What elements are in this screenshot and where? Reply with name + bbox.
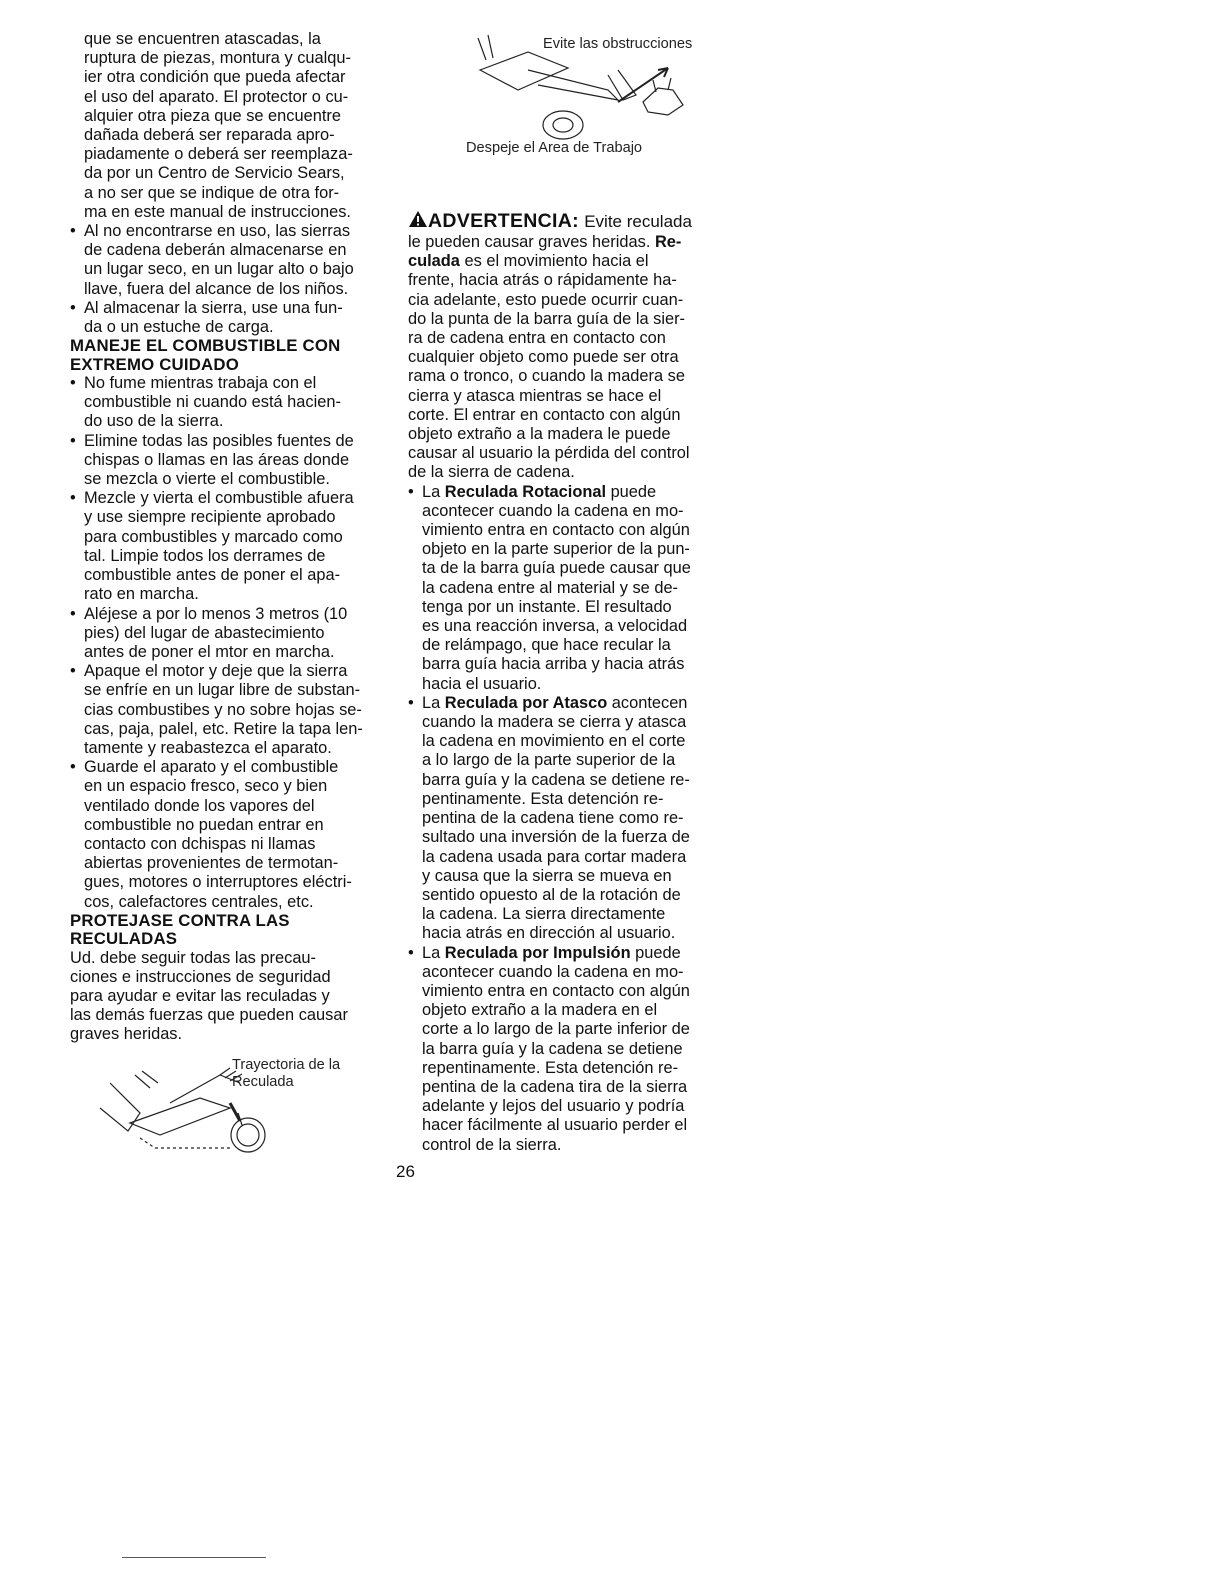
text-line: para combustibles y marcado como <box>84 527 343 546</box>
list-item <box>70 605 390 663</box>
work-area-figure <box>408 30 738 170</box>
text-line: la cadena en movimiento en el corte <box>422 732 686 751</box>
text-line: • Mezcle y vierta el combustible afuera <box>84 489 354 508</box>
text-line: • No fume mientras trabaja con el <box>84 374 317 393</box>
list-item <box>70 374 390 432</box>
heading-line: RECULADAS <box>70 929 178 949</box>
list-item <box>408 483 738 694</box>
text-line: de relámpago, que hace recular la <box>422 636 671 655</box>
list-item <box>70 299 390 337</box>
text-line: corte. El entrar en contacto con algún <box>408 405 681 424</box>
text-line: cuando la madera se cierra y atasca <box>422 713 687 732</box>
heading-line: EXTREMO CUIDADO <box>70 354 239 374</box>
text-line: antes de poner el mtor en marcha. <box>84 642 335 661</box>
text-line: vimiento entra en contacto con algún <box>422 521 690 540</box>
text-line: acontecer cuando la cadena en mo- <box>422 962 684 981</box>
text-line: ventilado donde los vapores del <box>84 796 315 815</box>
text-line: tenga por un instante. El resultado <box>422 597 672 616</box>
text-line: la cadena entre al material y se de- <box>422 578 679 597</box>
left-column <box>70 30 390 1173</box>
text-line: combustible ni cuando está hacien- <box>84 393 341 412</box>
text-line: cia adelante, esto puede ocurrir cuan- <box>408 290 684 309</box>
text-line: • Al no encontrarse en uso, las sierras <box>84 222 351 241</box>
heading-line: MANEJE EL COMBUSTIBLE CON <box>70 336 341 356</box>
text-line: ruptura de piezas, montura y cualqu- <box>84 49 351 68</box>
text-line: abiertas provenientes de termotan- <box>84 854 339 873</box>
text-line: frente, hacia atrás o rápidamente ha- <box>408 271 677 290</box>
text-line: barra guía y la cadena se detiene re- <box>422 770 690 789</box>
text-line: • Aléjese a por lo menos 3 metros (10 <box>84 604 348 623</box>
text-line: pentina de la cadena tira de la sierra <box>422 1077 688 1096</box>
text-line: le pueden causar graves heridas. Re- <box>408 233 682 251</box>
warning-triangle-icon <box>408 210 428 228</box>
heading-line: PROTEJASE CONTRA LAS <box>70 910 290 930</box>
text-line: a lo largo de la parte superior de la <box>422 751 676 770</box>
text-line: ciones e instrucciones de seguridad <box>70 967 331 986</box>
text-line: pentina de la cadena tiene como re- <box>422 809 684 828</box>
text-line: do uso de la sierra. <box>84 412 224 431</box>
text-line: ta de la barra guía puede causar que <box>422 559 691 578</box>
text-line: cualquier objeto como puede ser otra <box>408 348 679 367</box>
text-line: llave, fuera del alcance de los niños. <box>84 279 349 298</box>
warning-lead: Evite reculada <box>584 212 692 231</box>
text-line: combustible antes de poner el apa- <box>84 566 341 585</box>
text-line: las demás fuerzas que pueden causar <box>70 1006 348 1025</box>
text-line: rama o tronco, o cuando la madera se <box>408 367 685 386</box>
text-line: Ud. debe seguir todas las precau- <box>70 948 317 967</box>
list-item <box>408 694 738 944</box>
list-item <box>70 758 390 912</box>
fuel-bullets <box>70 374 390 912</box>
text-line: do la punta de la barra guía de la sier- <box>408 309 686 328</box>
text-line: dañada deberá ser reparada apro- <box>84 126 335 145</box>
text-line: objeto extraño a la madera le puede <box>408 425 671 444</box>
text-line: la cadena. La sierra directamente <box>422 905 666 924</box>
kickback-heading <box>70 912 390 949</box>
text-line: se enfríe en un lugar libre de substan- <box>84 681 361 700</box>
bold-term: Reculada Rotacional <box>444 482 607 501</box>
text-line: adelante y lejos del usuario y podría <box>422 1097 685 1116</box>
bold-term: Re- <box>654 233 682 251</box>
text-line: ier otra condición que pueda afectar <box>84 68 346 87</box>
text-line: • Al almacenar la sierra, use una fun- <box>84 298 343 317</box>
warning-header <box>408 210 738 233</box>
text-line: a no ser que se indique de otra for- <box>84 183 340 202</box>
text-line: es una reacción inversa, a velocidad <box>422 617 688 636</box>
text-line: hacia atrás en dirección al usuario. <box>422 924 676 943</box>
list-item <box>70 432 390 490</box>
bold-term: Reculada por Atasco <box>444 693 608 712</box>
text-line: se mezcla o vierte el combustible. <box>84 470 330 489</box>
text-line: que se encuentren atascadas, la <box>84 30 321 48</box>
figure-label-obstructions: Evite las obstrucciones <box>543 36 693 52</box>
footer-rule <box>122 1557 266 1558</box>
caption-line: Trayectoria de la <box>232 1056 341 1073</box>
figure-caption-trajectory <box>232 1057 340 1091</box>
text-line: tal. Limpie todos los derrames de <box>84 546 326 565</box>
text-line: hacia el usuario. <box>422 674 542 693</box>
text-line: cos, calefactores centrales, etc. <box>84 892 314 911</box>
fuel-heading <box>70 337 390 374</box>
text-line: sentido opuesto al de la rotación de <box>422 885 681 904</box>
text-line: ra de cadena entra en contacto con <box>408 329 666 348</box>
text-line: repentinamente. Esta detención re- <box>422 1058 679 1077</box>
text-line: corte a lo largo de la parte inferior de <box>422 1020 690 1039</box>
kickback-type-bullets <box>408 483 738 1155</box>
text-line: de cadena deberán almacenarse en <box>84 241 347 260</box>
list-item <box>408 944 738 1155</box>
text-line: pentinamente. Esta detención re- <box>422 789 664 808</box>
text-line: • Guarde el aparato y el combustible <box>84 758 339 777</box>
text-line: control de la sierra. <box>422 1135 562 1154</box>
text-line: la barra guía y la cadena se detiene <box>422 1039 683 1058</box>
storage-bullets <box>70 222 390 337</box>
kickback-trajectory-figure <box>70 1053 390 1173</box>
text-line: objeto en la parte superior de la pun- <box>422 540 690 559</box>
text-line: • La Reculada por Impulsión puede <box>422 943 681 962</box>
text-line: y causa que la sierra se mueva en <box>422 866 672 885</box>
text-line: • Elimine todas las posibles fuentes de <box>84 431 354 450</box>
text-line: • La Reculada por Atasco acontecen <box>422 693 688 712</box>
right-column <box>408 30 738 1155</box>
text-line: causar al usuario la pérdida del control <box>408 444 690 463</box>
figure-caption-work-area: Despeje el Area de Trabajo <box>466 140 643 156</box>
text-line: la cadena usada para cortar madera <box>422 847 687 866</box>
text-line: alquier otra pieza que se encuentre <box>84 106 341 125</box>
text-line: cas, paja, palel, etc. Retire la tapa len- <box>84 719 363 738</box>
text-line: contacto con dchispas ni llamas <box>84 834 316 853</box>
text-line: sultado una inversión de la fuerza de <box>422 828 690 847</box>
bold-term: Reculada por Impulsión <box>444 943 631 962</box>
text-line: • Apaque el motor y deje que la sierra <box>84 662 348 681</box>
text-line: tamente y reabastezca el aparato. <box>84 738 332 757</box>
text-line: de la sierra de cadena. <box>408 463 575 482</box>
text-line: rato en marcha. <box>84 585 199 604</box>
list-item <box>70 489 390 604</box>
intro-paragraph <box>70 30 390 222</box>
caption-line: Reculada <box>232 1073 294 1090</box>
text-line: cias combustibes y no sobre hojas se- <box>84 700 362 719</box>
text-line: el uso del aparato. El protector o cu- <box>84 87 349 106</box>
text-line: en un espacio fresco, seco y bien <box>84 777 328 796</box>
text-line: un lugar seco, en un lugar alto o bajo <box>84 260 354 279</box>
text-line: graves heridas. <box>70 1025 183 1044</box>
text-line: acontecer cuando la cadena en mo- <box>422 501 684 520</box>
text-line: da por un Centro de Servicio Sears, <box>84 164 345 183</box>
text-line: y use siempre recipiente aprobado <box>84 508 336 527</box>
text-line: vimiento entra en contacto con algún <box>422 981 690 1000</box>
warning-title: ADVERTENCIA: <box>428 210 579 232</box>
text-line: piadamente o deberá ser reemplaza- <box>84 145 353 164</box>
text-line: da o un estuche de carga. <box>84 318 274 337</box>
kickback-paragraph <box>70 949 390 1045</box>
page-number: 26 <box>396 1162 415 1181</box>
text-line: ma en este manual de instrucciones. <box>84 202 351 221</box>
text-line: cierra y atasca mientras se hace el <box>408 386 662 405</box>
text-line: para ayudar e evitar las reculadas y <box>70 986 330 1005</box>
text-line: objeto extraño a la madera en el <box>422 1001 658 1020</box>
warning-body <box>408 233 738 483</box>
text-line: culada es el movimiento hacia el <box>408 252 649 271</box>
text-line: chispas o llamas en las áreas donde <box>84 450 350 469</box>
text-line: hacer fácilmente al usuario perder el <box>422 1116 688 1135</box>
text-line: pies) del lugar de abastecimiento <box>84 623 325 642</box>
list-item <box>70 662 390 758</box>
list-item <box>70 222 390 299</box>
bold-term: culada <box>408 252 460 271</box>
text-line: barra guía hacia arriba y hacia atrás <box>422 655 685 674</box>
text-line: combustible no puedan entrar en <box>84 815 324 834</box>
text-line: • La Reculada Rotacional puede <box>422 482 657 501</box>
text-line: gues, motores o interruptores eléctri- <box>84 873 352 892</box>
